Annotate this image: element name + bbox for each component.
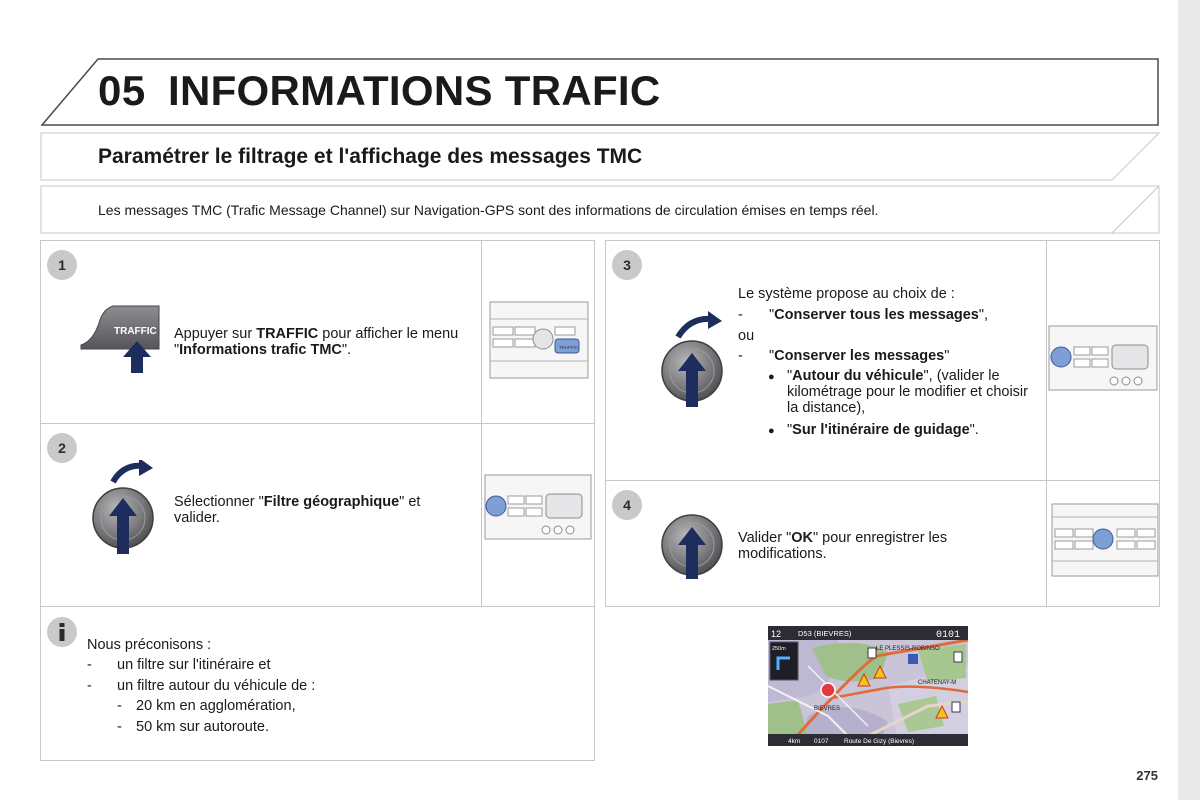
rotary-knob-icon [656,309,736,409]
step-3-option-1: "Conserver tous les messages", [769,307,989,323]
step-2-text: Sélectionner "Filtre géographique" et valider. [174,494,421,526]
info-panel [40,606,595,761]
svg-text:250m: 250m [772,646,786,652]
svg-text:Route De Gizy (Bievres): Route De Gizy (Bievres) [844,738,915,745]
rotary-knob-icon [87,460,167,560]
step-4-badge: 4 [612,490,642,520]
step-3-dash-2: - [738,348,743,364]
step-3-or: ou [738,328,755,344]
step-2-panel [40,423,595,607]
step-4-panel [605,480,1160,607]
svg-text:12: 12 [771,629,782,639]
section-title: Paramétrer le filtrage et l'affichage des messages TMC [98,145,643,168]
intro-text: Les messages TMC (Trafic Message Channel) sur Navigation-GPS sont des informations de circulation émises en temps réel. [98,202,879,218]
step-3-bullet-1: ● [768,371,775,383]
info-dash-1: - [87,657,92,673]
svg-text:0107: 0107 [814,738,829,745]
traffic-button-label: TRAFFIC [114,326,157,337]
svg-text:TRAFFIC: TRAFFIC [559,345,578,350]
chapter-header [40,57,1160,127]
step-3-badge: 3 [612,250,642,280]
svg-text:LE PLESSIS-ROBINSO: LE PLESSIS-ROBINSO [876,646,940,652]
navigation-map-screenshot [768,626,968,746]
step-2-badge: 2 [47,433,77,463]
svg-text:BIEVRES: BIEVRES [814,706,841,712]
section-header [40,132,1160,182]
info-sub-item-2: 50 km sur autoroute. [136,719,269,735]
svg-text:0101: 0101 [936,630,961,641]
svg-text:4km: 4km [788,738,801,745]
radio-faceplate-icon [489,301,589,381]
step-4-text: Valider "OK" pour enregistrer les modifications. [738,530,948,562]
info-item-2: un filtre autour du véhicule de : [117,678,316,694]
info-dash-2: - [87,678,92,694]
chapter-title: INFORMATIONS TRAFIC [168,67,661,114]
info-sub-dash-1: - [117,698,122,714]
traffic-button-icon [77,301,167,381]
page-number: 275 [1136,768,1158,783]
info-sub-item-1: 20 km en agglomération, [136,698,296,714]
step-3-panel [605,240,1160,481]
svg-text:D53 (BIEVRES): D53 (BIEVRES) [798,629,852,638]
step-3-sub-option-1: "Autour du véhicule", (valider le kilométrage pour le modifier et choisir la distance), [787,368,1028,416]
step-1-text: Appuyer sur TRAFFIC pour afficher le menu "Informations trafic TMC". [174,326,459,358]
step-1-panel [40,240,595,424]
step-3-option-2: "Conserver les messages" [769,348,950,364]
svg-text:CHATENAY-M: CHATENAY-M [918,680,957,686]
intro-box [40,185,1160,236]
info-icon [47,617,77,647]
rotary-knob-icon [656,503,736,583]
radio-faceplate-icon [1048,325,1158,393]
step-3-dash-1: - [738,307,743,323]
info-intro: Nous préconisons : [87,637,212,653]
info-sub-dash-2: - [117,719,122,735]
chapter-number: 05 [98,67,146,114]
step-1-badge: 1 [47,250,77,280]
step-3-bullet-2: ● [768,425,775,437]
step-3-intro: Le système propose au choix de : [738,286,955,302]
step-3-sub-option-2: "Sur l'itinéraire de guidage". [787,422,979,438]
info-item-1: un filtre sur l'itinéraire et [117,657,271,673]
radio-faceplate-icon [1051,503,1159,579]
page-edge-strip [1178,0,1200,800]
radio-faceplate-icon [484,474,592,542]
